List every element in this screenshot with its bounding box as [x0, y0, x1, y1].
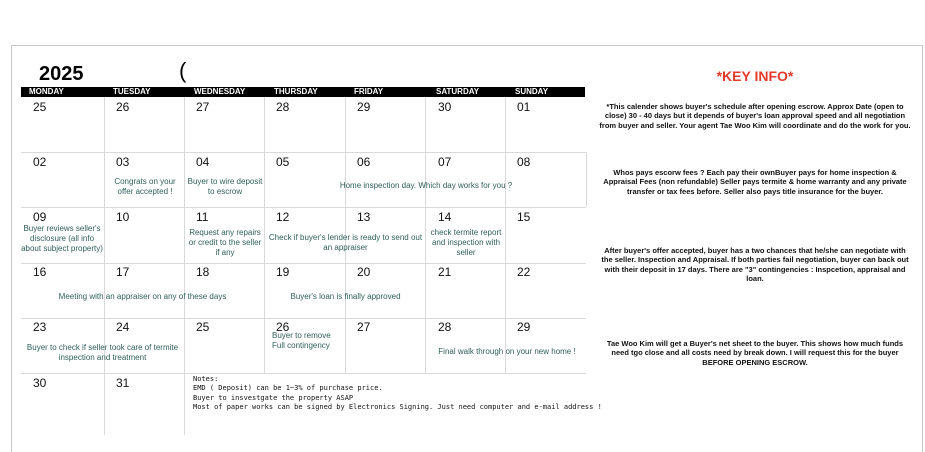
date-cell: 18 [196, 265, 210, 279]
date-cell: 19 [276, 265, 290, 279]
date-cell: 29 [517, 320, 531, 334]
weekday-saturday: SATURDAY [436, 87, 480, 96]
event-termite-report: check termite report and inspection with seller [430, 228, 502, 257]
date-cell: 25 [33, 100, 47, 114]
date-cell: 23 [33, 320, 47, 334]
grid-line [21, 152, 586, 153]
date-cell: 17 [116, 265, 130, 279]
event-check-lender: Check if buyer's lender is ready to send out an appraiser [268, 233, 423, 252]
key-info-fees: Whos pays escorw fees ? Each pay their ownBuyer pays for home inspection & Appraisal Fees (non refundable) Seller pays termite & home warranty and any private transfer or tax fees before. Seller also pays title insurance for the buyer. [603, 168, 907, 196]
date-cell: 13 [357, 210, 371, 224]
notes-line: EMD ( Deposit) can be 1~3% of purchase price. [193, 384, 383, 393]
date-cell: 02 [33, 155, 47, 169]
event-request-repairs: Request any repairs or credit to the seller if any [188, 228, 262, 257]
date-cell: 30 [33, 376, 47, 390]
date-cell: 27 [196, 100, 210, 114]
event-termite-care: Buyer to check if seller took care of termite inspection and treatment [26, 343, 179, 362]
event-remove-contingency: Buyer to remove Full contingency [272, 331, 331, 350]
date-cell: 26 [276, 320, 290, 334]
date-cell: 05 [276, 155, 290, 169]
notes-block [193, 375, 602, 412]
date-cell: 15 [517, 210, 531, 224]
date-cell: 24 [116, 320, 130, 334]
grid-line [21, 207, 586, 208]
weekday-friday: FRIDAY [354, 87, 384, 96]
date-cell: 10 [116, 210, 130, 224]
event-home-inspection: Home inspection day. Which day works for you ? [339, 181, 513, 190]
date-cell: 16 [33, 265, 47, 279]
event-loan-approved: Buyer's loan is finally approved [290, 292, 401, 301]
date-cell: 12 [276, 210, 290, 224]
date-cell: 31 [116, 376, 130, 390]
event-congrats: Congrats on your offer accepted ! [114, 177, 176, 196]
date-cell: 28 [276, 100, 290, 114]
date-cell: 08 [517, 155, 531, 169]
weekday-monday: MONDAY [29, 87, 64, 96]
grid-line [184, 97, 185, 435]
grid-line [586, 152, 587, 207]
event-seller-disclosure: Buyer reviews seller's disclosure (all info about subject property) [21, 224, 103, 253]
notes-title: Notes: [193, 375, 219, 383]
key-info-schedule: *This calender shows buyer's schedule after opening escrow. Approx Date (open to close) 30 - 40 days but it depends of buyer's loan approval speed and all negotiation from buyer and seller. Your agent Tae Woo Kim will coordinate and do the work for you. [599, 102, 911, 130]
date-cell: 29 [357, 100, 371, 114]
grid-line [264, 97, 265, 374]
notes-line: Most of paper works can be signed by Electronics Signing. Just need computer and e-mail address ! [193, 402, 602, 411]
grid-line [21, 263, 586, 264]
date-cell: 14 [438, 210, 452, 224]
weekday-wednesday: WEDNESDAY [194, 87, 246, 96]
key-info-net-sheet: Tae Woo Kim will get a Buyer's net sheet to the buyer. This shows how much funds need tgo close and all costs need by break down. I will request this for the buyer BEFORE OPENING ESCROW. [606, 339, 904, 367]
key-info-title: *KEY INFO* [716, 68, 794, 84]
date-cell: 26 [116, 100, 130, 114]
notes-line: Buyer to insvestgate the property ASAP [193, 393, 354, 402]
grid-line [505, 97, 506, 374]
date-cell: 30 [438, 100, 452, 114]
calendar-year: 2025 [39, 63, 84, 85]
date-cell: 11 [196, 210, 209, 224]
key-info-contingencies: After buyer's offer accepted, buyer has a two chances that he/she can negotiate with the seller. Inspection and Appraisal. If both parties fail negotiation, buyer can back out with their deposit in 17 days. There are "3" contingencies : Inspcetion, appraisal and loan. [601, 246, 909, 284]
weekday-thursday: THURSDAY [274, 87, 318, 96]
date-cell: 20 [357, 265, 371, 279]
date-cell: 21 [438, 265, 452, 279]
grid-line [21, 373, 586, 374]
date-cell: 01 [517, 100, 531, 114]
grid-line [425, 97, 426, 374]
weekday-sunday: SUNDAY [515, 87, 549, 96]
date-cell: 25 [196, 320, 210, 334]
date-cell: 27 [357, 320, 371, 334]
date-cell: 22 [517, 265, 531, 279]
weekday-tuesday: TUESDAY [113, 87, 151, 96]
date-cell: 28 [438, 320, 452, 334]
calendar-title-fragment: ( [179, 58, 187, 83]
event-final-walkthrough: Final walk through on your new home ! [438, 347, 576, 356]
grid-line [104, 97, 105, 435]
grid-line [21, 318, 586, 319]
date-cell: 07 [438, 155, 452, 169]
event-wire-deposit: Buyer to wire deposit to escrow [187, 177, 263, 196]
event-appraiser-meeting: Meeting with an appraiser on any of these days [58, 292, 227, 301]
date-cell: 04 [196, 155, 210, 169]
date-cell: 09 [33, 210, 47, 224]
date-cell: 06 [357, 155, 371, 169]
date-cell: 03 [116, 155, 130, 169]
